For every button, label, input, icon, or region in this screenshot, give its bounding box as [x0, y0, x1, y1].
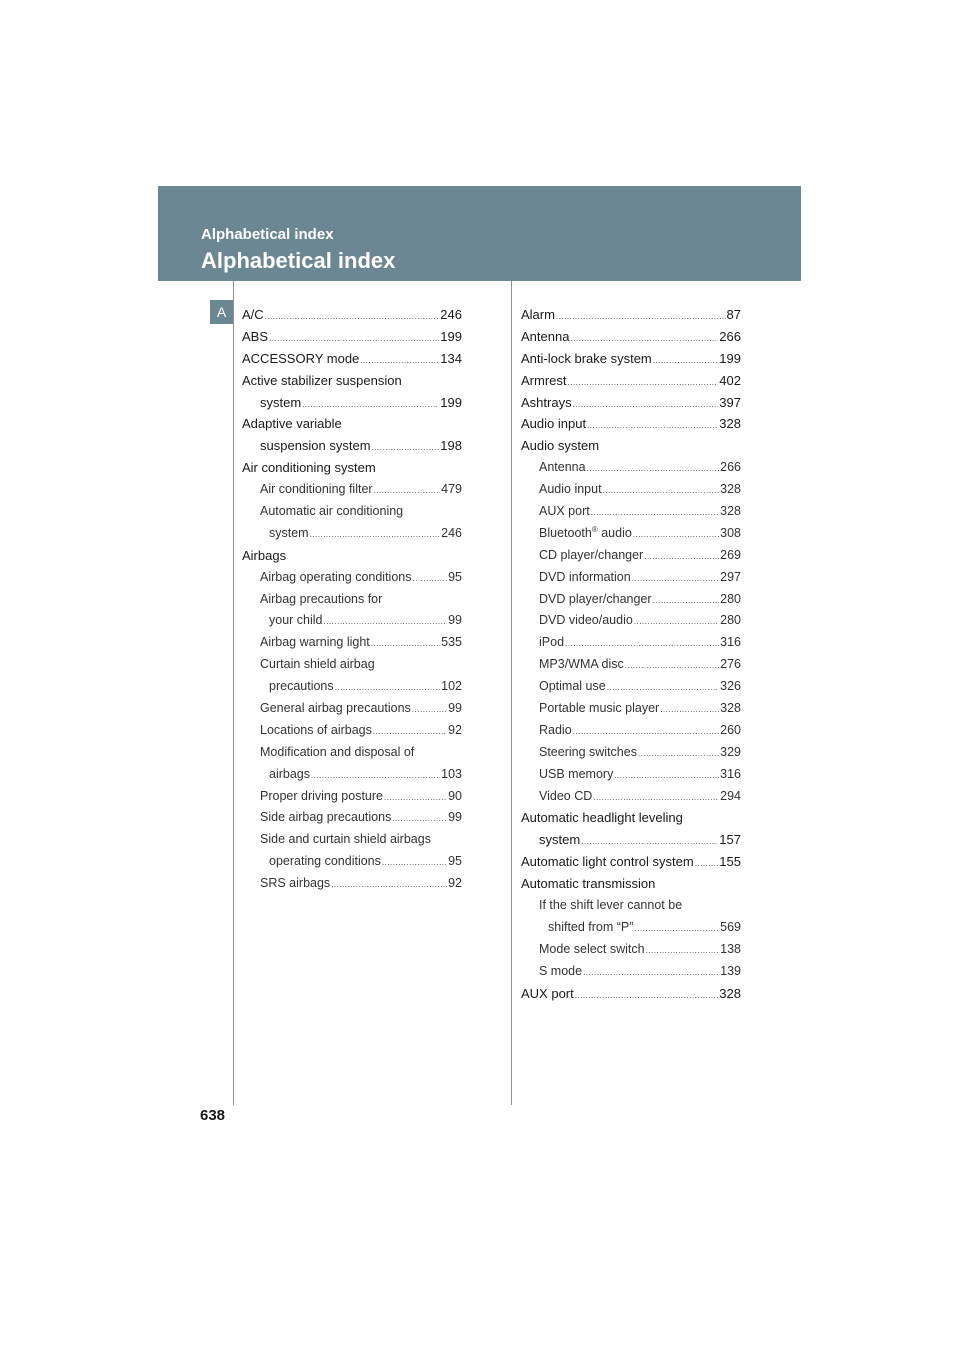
index-page-number: 294 — [720, 788, 741, 803]
index-entry-text: Automatic headlight leveling — [521, 810, 683, 826]
index-entry — [521, 523, 741, 545]
index-page-number: 246 — [440, 307, 462, 322]
dot-leader — [634, 611, 719, 633]
index-page-number: 155 — [719, 854, 741, 870]
index-page-number: 138 — [720, 941, 741, 956]
index-entry-text: Portable music player — [539, 701, 660, 716]
dot-leader — [384, 787, 447, 809]
dot-leader — [360, 350, 439, 372]
index-page-number: 280 — [720, 613, 741, 628]
index-entry — [242, 786, 462, 808]
index-entry — [242, 457, 462, 479]
dot-leader — [331, 874, 447, 896]
dot-leader — [413, 568, 448, 590]
index-entry-text: iPod — [539, 635, 565, 650]
index-page-number: 535 — [441, 635, 462, 650]
index-entry-text: shifted from “P” — [548, 919, 634, 934]
dot-leader — [653, 350, 719, 372]
dot-leader — [634, 918, 719, 940]
index-entry-text: Side airbag precautions — [260, 810, 392, 825]
index-entry-text: Locations of airbags — [260, 722, 372, 737]
index-entry — [521, 457, 741, 479]
index-entry — [521, 326, 741, 348]
index-entry-text: If the shift lever cannot be — [539, 898, 683, 913]
index-entry — [521, 610, 741, 632]
index-page-number: 87 — [726, 307, 741, 322]
index-entry-text: Ashtrays — [521, 394, 572, 410]
index-entry-text: Airbag precautions for — [260, 591, 383, 606]
index-letter-tab: A — [210, 300, 233, 324]
index-page-number: 328 — [720, 701, 741, 716]
index-entry — [242, 348, 462, 370]
dot-leader — [412, 699, 447, 721]
index-entry — [521, 545, 741, 567]
page-title: Alphabetical index — [201, 248, 396, 273]
index-entry — [521, 742, 741, 764]
index-column-right — [521, 304, 741, 1005]
dot-leader — [573, 721, 719, 743]
page-header — [158, 186, 801, 281]
index-entry-text: MP3/WMA disc — [539, 657, 624, 672]
dot-leader — [591, 502, 719, 524]
dot-leader — [568, 372, 719, 394]
index-entry-text: system — [260, 394, 302, 410]
dot-leader — [593, 787, 719, 809]
dot-leader — [625, 655, 719, 677]
dot-leader — [646, 940, 720, 962]
index-page-number: 199 — [440, 328, 462, 344]
index-entry — [521, 435, 741, 457]
dot-leader — [374, 480, 441, 502]
index-entry-text: Radio — [539, 722, 572, 737]
index-entry — [521, 348, 741, 370]
index-page-number: 92 — [448, 722, 462, 737]
dot-leader — [565, 633, 719, 655]
index-entry — [521, 895, 741, 917]
index-entry — [242, 720, 462, 742]
index-entry-text: Automatic transmission — [521, 876, 656, 892]
index-page-number: 328 — [720, 504, 741, 519]
index-page-number: 103 — [441, 766, 462, 781]
index-entry-text: Steering switches — [539, 744, 637, 759]
index-entry-text: Antenna — [539, 460, 586, 475]
index-entry — [521, 501, 741, 523]
index-entry-text: Alarm — [521, 307, 555, 322]
index-entry-text: system — [539, 832, 581, 848]
index-entry — [521, 304, 741, 326]
index-page-number: 276 — [720, 657, 741, 672]
index-entry — [242, 764, 462, 786]
index-page-number: 397 — [719, 394, 741, 410]
dot-leader — [265, 306, 440, 328]
index-entry — [521, 479, 741, 501]
index-entry — [242, 698, 462, 720]
index-page-number: 266 — [719, 328, 741, 344]
index-entry-text: General airbag precautions — [260, 701, 411, 716]
index-page-number: 157 — [719, 832, 741, 848]
page-number: 638 — [200, 1107, 226, 1124]
index-entry-text: Bluetooth® audio — [539, 524, 632, 540]
index-entry-text: Audio input — [521, 416, 587, 432]
index-page-number: 92 — [448, 876, 462, 891]
dot-leader — [633, 524, 719, 546]
index-page-number: 134 — [440, 350, 462, 366]
index-entry — [242, 676, 462, 698]
index-entry-text: SRS airbags — [260, 876, 331, 891]
dot-leader — [269, 328, 439, 350]
index-column-left — [242, 304, 462, 895]
index-entry-text: Anti-lock brake system — [521, 350, 652, 366]
index-entry — [521, 917, 741, 939]
index-page-number: 280 — [720, 591, 741, 606]
index-page-number: 569 — [720, 919, 741, 934]
index-entry — [242, 807, 462, 829]
index-entry — [521, 939, 741, 961]
index-page-number: 260 — [720, 722, 741, 737]
dot-leader — [607, 677, 719, 699]
index-entry-text: A/C — [242, 307, 264, 322]
index-entry — [242, 851, 462, 873]
section-title: Alphabetical index — [201, 226, 334, 243]
index-page-number: 266 — [720, 460, 741, 475]
index-entry-text: Airbag warning light — [260, 635, 370, 650]
dot-leader — [556, 306, 726, 328]
index-entry — [242, 501, 462, 523]
index-entry — [521, 851, 741, 873]
index-page-number: 95 — [448, 569, 462, 584]
dot-leader — [373, 721, 447, 743]
dot-leader — [581, 831, 718, 853]
index-entry-text: Optimal use — [539, 679, 606, 694]
index-entry — [242, 413, 462, 435]
index-entry-text: DVD information — [539, 569, 631, 584]
index-page-number: 99 — [448, 701, 462, 716]
index-entry-text: Modification and disposal of — [260, 744, 415, 759]
index-entry — [242, 742, 462, 764]
index-entry-text: Air conditioning filter — [260, 482, 373, 497]
dot-leader — [587, 458, 720, 480]
index-page-number: 199 — [440, 394, 462, 410]
index-entry — [521, 676, 741, 698]
index-entry — [521, 807, 741, 829]
left-divider — [233, 281, 234, 1105]
index-entry-text: DVD video/audio — [539, 613, 633, 628]
index-page-number: 99 — [448, 613, 462, 628]
index-entry — [521, 392, 741, 414]
index-entry-text: Proper driving posture — [260, 788, 383, 803]
dot-leader — [324, 611, 448, 633]
index-entry — [242, 654, 462, 676]
index-page-number: 316 — [720, 766, 741, 781]
index-entry-text: Armrest — [521, 372, 567, 388]
index-page-number: 316 — [720, 635, 741, 650]
index-page-number: 328 — [719, 416, 741, 432]
dot-leader — [695, 853, 719, 875]
column-divider — [511, 281, 512, 1105]
dot-leader — [310, 524, 441, 546]
index-entry — [521, 654, 741, 676]
index-page-number: 326 — [720, 679, 741, 694]
index-entry — [521, 961, 741, 983]
index-page-number: 328 — [720, 482, 741, 497]
index-entry — [521, 764, 741, 786]
index-page-number: 328 — [719, 985, 741, 1001]
index-entry-text: Curtain shield airbag — [260, 657, 375, 672]
index-entry — [521, 632, 741, 654]
index-entry-text: airbags — [269, 766, 310, 781]
index-page-number: 102 — [441, 679, 462, 694]
dot-leader — [638, 743, 719, 765]
dot-leader — [302, 394, 439, 416]
index-entry-text: Mode select switch — [539, 941, 645, 956]
index-entry — [521, 873, 741, 895]
dot-leader — [644, 546, 719, 568]
index-entry-text: operating conditions — [269, 854, 381, 869]
index-entry — [521, 720, 741, 742]
index-page-number: 95 — [448, 854, 462, 869]
index-page-number: 402 — [719, 372, 741, 388]
index-entry — [242, 610, 462, 632]
dot-leader — [653, 590, 720, 612]
index-entry-text: your child — [269, 613, 323, 628]
index-page-number: 198 — [440, 438, 462, 454]
index-entry-text: Audio input — [539, 482, 602, 497]
index-entry-text: Antenna — [521, 328, 570, 344]
index-entry-text: ABS — [242, 328, 269, 344]
index-entry — [242, 370, 462, 392]
dot-leader — [575, 985, 719, 1007]
index-entry — [521, 698, 741, 720]
index-entry — [521, 370, 741, 392]
dot-leader — [583, 962, 719, 984]
dot-leader — [372, 437, 440, 459]
index-page-number: 199 — [719, 350, 741, 366]
dot-leader — [632, 568, 719, 590]
index-entry-text: CD player/changer — [539, 547, 644, 562]
index-entry-text: system — [269, 525, 309, 540]
dot-leader — [573, 394, 719, 416]
index-entry-text: AUX port — [521, 985, 574, 1001]
index-entry — [242, 523, 462, 545]
index-page-number: 90 — [448, 788, 462, 803]
index-entry — [242, 545, 462, 567]
index-entry-text: Airbags — [242, 547, 287, 563]
index-entry — [521, 567, 741, 589]
dot-leader — [570, 328, 718, 350]
index-entry — [242, 589, 462, 611]
index-page-number: 139 — [720, 963, 741, 978]
index-entry — [521, 589, 741, 611]
index-entry-text: Automatic light control system — [521, 854, 694, 870]
index-entry — [521, 983, 741, 1005]
index-entry — [242, 304, 462, 326]
index-entry-text: USB memory — [539, 766, 614, 781]
index-entry-text: Adaptive variable — [242, 416, 342, 432]
index-page-number: 479 — [441, 482, 462, 497]
index-page-number: 269 — [720, 547, 741, 562]
index-entry — [242, 392, 462, 414]
index-entry-text: suspension system — [260, 438, 371, 454]
index-entry-text: Active stabilizer suspension — [242, 372, 402, 388]
index-page-number: 329 — [720, 744, 741, 759]
index-entry-text: Automatic air conditioning — [260, 504, 404, 519]
index-entry-text: Audio system — [521, 438, 600, 454]
index-page-number: 99 — [448, 810, 462, 825]
index-entry — [242, 567, 462, 589]
index-entry — [242, 632, 462, 654]
index-entry — [242, 829, 462, 851]
dot-leader — [382, 852, 447, 874]
dot-leader — [311, 765, 440, 787]
dot-leader — [614, 765, 719, 787]
dot-leader — [392, 808, 447, 830]
dot-leader — [603, 480, 720, 502]
index-entry — [242, 435, 462, 457]
index-entry — [521, 786, 741, 808]
dot-leader — [587, 415, 718, 437]
index-entry-text: Air conditioning system — [242, 460, 376, 476]
index-entry-text: Side and curtain shield airbags — [260, 832, 431, 847]
index-entry — [242, 326, 462, 348]
index-entry — [521, 829, 741, 851]
index-entry-text: Video CD — [539, 788, 593, 803]
index-entry-text: ACCESSORY mode — [242, 350, 360, 366]
index-entry-text: AUX port — [539, 504, 590, 519]
index-page-number: 246 — [441, 525, 462, 540]
index-entry — [242, 873, 462, 895]
index-entry — [242, 479, 462, 501]
dot-leader — [660, 699, 719, 721]
dot-leader — [335, 677, 441, 699]
dot-leader — [371, 633, 440, 655]
index-page-number: 297 — [720, 569, 741, 584]
index-page-number: 308 — [720, 525, 741, 540]
index-entry — [521, 413, 741, 435]
index-entry-text: S mode — [539, 963, 583, 978]
index-entry-text: DVD player/changer — [539, 591, 652, 606]
index-entry-text: Airbag operating conditions — [260, 569, 412, 584]
index-entry-text: precautions — [269, 679, 334, 694]
